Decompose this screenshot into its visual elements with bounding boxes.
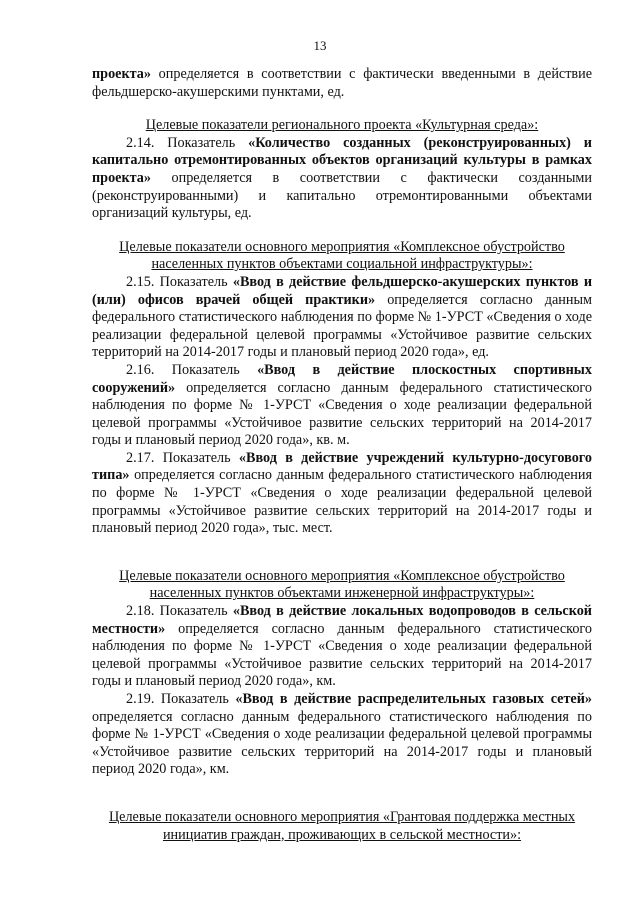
bold-text: проекта»	[92, 66, 151, 82]
section-heading-grant-support: Целевые показатели основного мероприятия «Грантовая поддержка местных инициатив граждан, проживающих в сельской местности»:	[108, 808, 576, 843]
page-number: 13	[313, 38, 327, 53]
bold-text: «Ввод в действие учреждений культурно-досугового типа»	[92, 449, 592, 484]
paragraph-2-18: 2.18. Показатель «Ввод в действие локальных водопроводов в сельской местности» определяется согласно данным федерального статистического наблюдения по форме № 1-УРСТ «Сведения о ходе реализации федеральной целевой программы «Устойчивое развитие сельских территорий на 2014-2017 годы и плановый период 2020 года», км.	[92, 603, 592, 690]
section-heading-culture: Целевые показатели регионального проекта «Культурная среда»:	[145, 117, 539, 134]
document-body	[92, 66, 592, 844]
paragraph-text: определяется в соответствии с фактически введенными в действие фельдшерско-акушерскими пунктами, ед.	[92, 66, 592, 100]
paragraph-continuation	[92, 66, 592, 101]
paragraph-2-16: 2.16. Показатель «Ввод в действие плоскостных спортивных сооружений» определяется согласно данным федерального статистического наблюдения по форме № 1-УРСТ «Сведения о ходе реализации федеральной целевой программы «Устойчивое развитие сельских территорий на 2014-2017 годы и плановый период 2020 года», кв. м.	[92, 361, 592, 449]
paragraph-2-19: 2.19. Показатель «Ввод в действие распределительных газовых сетей» определяется согласно данным федерального статистического наблюдения по форме № 1-УРСТ «Сведения о ходе реализации федеральной целевой программы «Устойчивое развитие сельских территорий на 2014-2017 годы и плановый период 2020 года», км.	[92, 691, 592, 778]
bold-text: «Ввод в действие фельдшерско-акушерских пунктов и (или) офисов врачей общей практики»	[92, 273, 592, 308]
bold-text: «Количество созданных (реконструированных) и капитально отремонтированных объектов организаций культуры в рамках проекта»	[92, 134, 592, 186]
paragraph-2-15: 2.15. Показатель «Ввод в действие фельдшерско-акушерских пунктов и (или) офисов врачей общей практики» определяется согласно данным федерального статистического наблюдения по форме № 1-УРСТ «Сведения о ходе реализации федеральной целевой программы «Устойчивое развитие сельских территорий на 2014-2017 годы и плановый период 2020 года», ед.	[92, 273, 592, 361]
section-heading-social-infrastructure: Целевые показатели основного мероприятия «Комплексное обустройство населенных пунктов объектами социальной инфраструктуры»:	[119, 238, 565, 273]
section-heading-engineering-infrastructure: Целевые показатели основного мероприятия «Комплексное обустройство населенных пунктов объектами инженерной инфраструктуры»:	[119, 567, 565, 602]
bold-text: «Ввод в действие локальных водопроводов в сельской местности»	[92, 603, 592, 637]
paragraph-2-14: 2.14. Показатель «Количество созданных (реконструированных) и капитально отремонтированных объектов организаций культуры в рамках проекта» определяется в соответствии с фактически созданными (реконструированными) и капитально отремонтированными объектами организаций культуры, ед.	[92, 134, 592, 222]
paragraph-2-17: 2.17. Показатель «Ввод в действие учреждений культурно-досугового типа» определяется согласно данным федерального статистического наблюдения по форме № 1-УРСТ «Сведения о ходе реализации федеральной целевой программы «Устойчивое развитие сельских территорий на 2014-2017 годы и плановый период 2020 года», тыс. мест.	[92, 449, 592, 537]
bold-text: «Ввод в действие плоскостных спортивных сооружений»	[92, 361, 592, 396]
bold-text: «Ввод в действие распределительных газовых сетей»	[235, 691, 592, 707]
